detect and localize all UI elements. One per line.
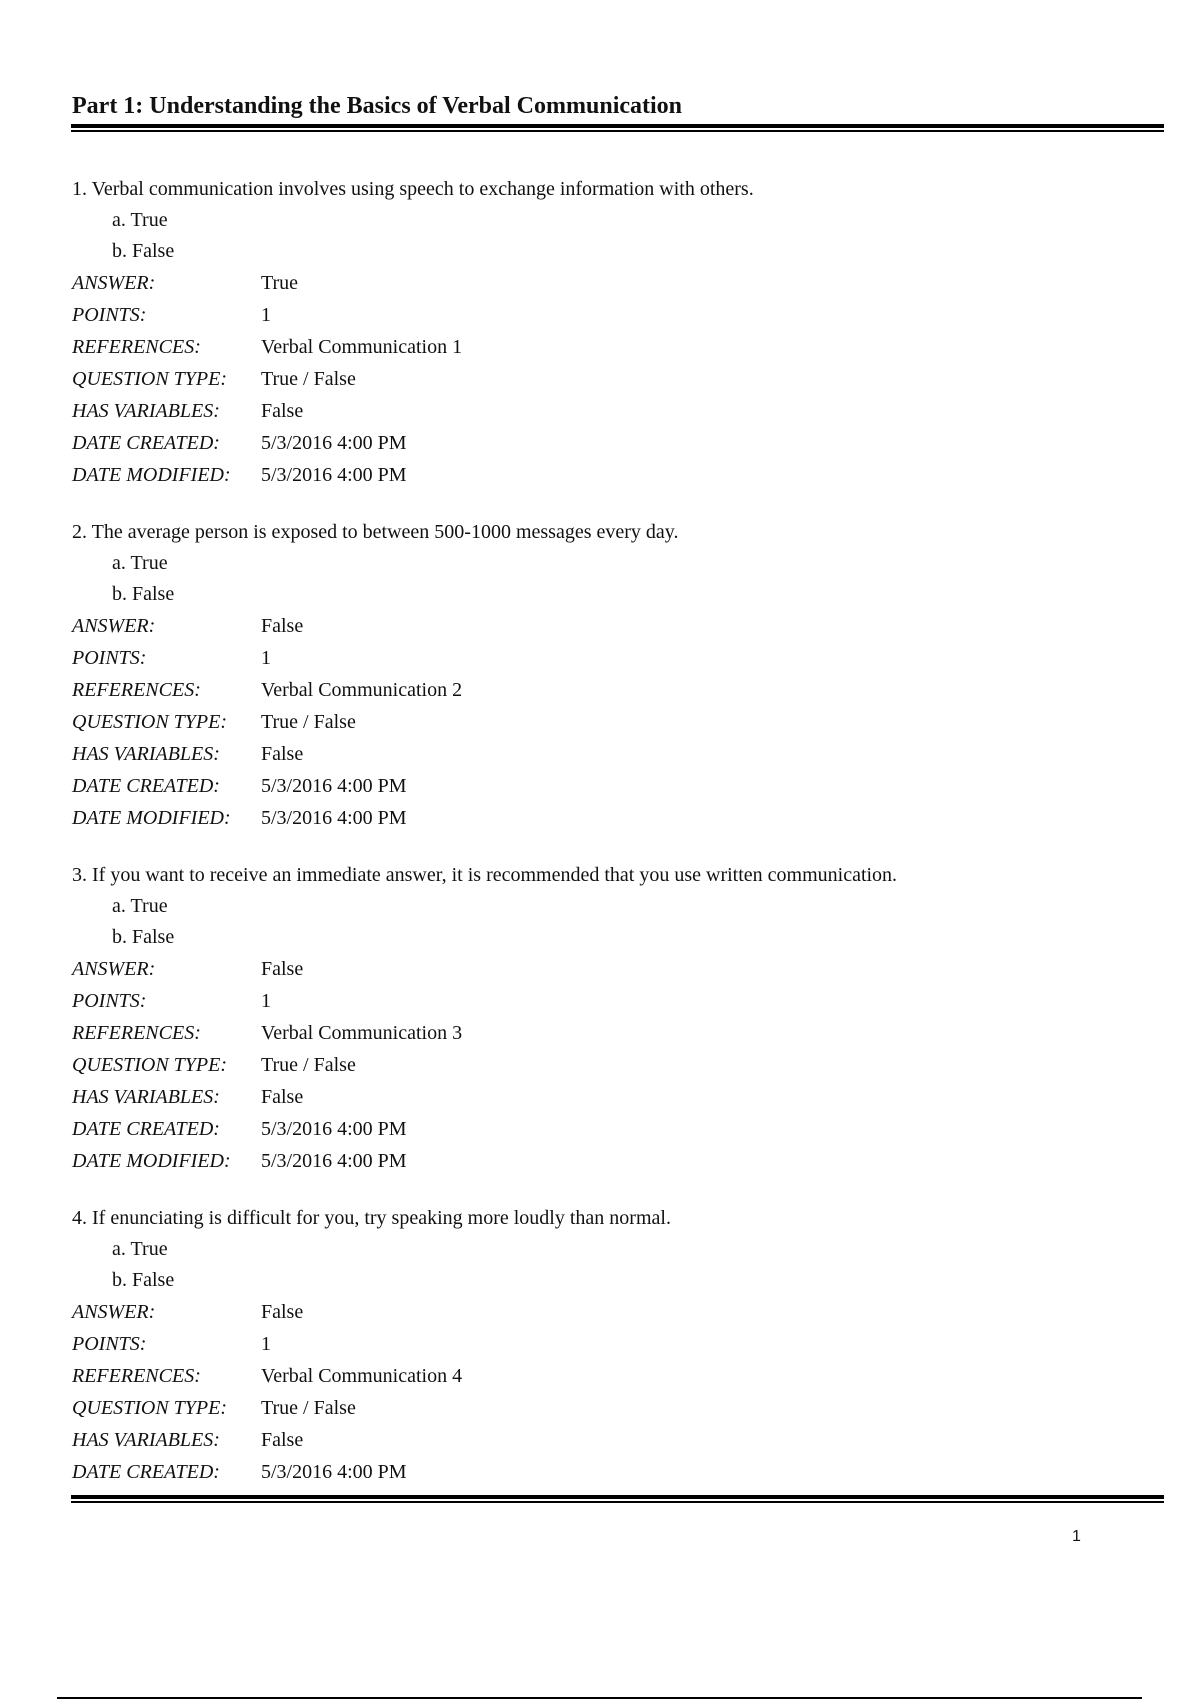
date-modified-value: 5/3/2016 4:00 PM [261, 464, 407, 486]
option-true: a. True [112, 209, 168, 231]
has-variables-label: HAS VARIABLES: [72, 400, 220, 422]
option-true: a. True [112, 552, 168, 574]
answer-row [72, 1296, 1162, 1328]
question-type-value: True / False [261, 1054, 356, 1076]
points-value: 1 [261, 647, 271, 669]
has-variables-value: False [261, 743, 304, 765]
question-item [72, 1202, 1162, 1488]
has-variables-value: False [261, 1086, 304, 1108]
date-modified-value: 5/3/2016 4:00 PM [261, 807, 407, 829]
answer-label: ANSWER: [72, 272, 156, 294]
option-true: a. True [112, 895, 168, 917]
option-false: b. False [112, 240, 175, 262]
question-type-row [72, 363, 1162, 395]
references-label: REFERENCES: [72, 336, 201, 358]
question-text: 4. If enunciating is difficult for you, try speaking more loudly than normal. [72, 1207, 671, 1229]
date-modified-row [72, 1145, 1162, 1177]
answer-value: True [261, 272, 299, 294]
question-type-label: QUESTION TYPE: [72, 368, 228, 390]
has-variables-label: HAS VARIABLES: [72, 1429, 220, 1451]
question-text: 3. If you want to receive an immediate answer, it is recommended that you use written communication. [72, 864, 898, 886]
references-value: Verbal Communication 2 [261, 679, 463, 701]
footer-double-rule [71, 1495, 1164, 1503]
points-row [72, 642, 1162, 674]
points-row [72, 299, 1162, 331]
references-value: Verbal Communication 3 [261, 1022, 463, 1044]
answer-value: False [261, 615, 304, 637]
date-created-value: 5/3/2016 4:00 PM [261, 432, 407, 454]
question-text: 1. Verbal communication involves using speech to exchange information with others. [72, 178, 754, 200]
has-variables-row [72, 1081, 1162, 1113]
question-type-label: QUESTION TYPE: [72, 1054, 228, 1076]
has-variables-value: False [261, 400, 304, 422]
date-created-value: 5/3/2016 4:00 PM [261, 1118, 407, 1140]
date-created-row [72, 770, 1162, 802]
option-false: b. False [112, 583, 175, 605]
question-type-label: QUESTION TYPE: [72, 1397, 228, 1419]
date-created-label: DATE CREATED: [72, 1118, 220, 1140]
question-type-row [72, 1049, 1162, 1081]
date-created-value: 5/3/2016 4:00 PM [261, 1461, 407, 1483]
references-label: REFERENCES: [72, 679, 201, 701]
date-modified-row [72, 802, 1162, 834]
option-false: b. False [112, 926, 175, 948]
references-row [72, 331, 1162, 363]
question-text: 2. The average person is exposed to between 500-1000 messages every day. [72, 521, 679, 543]
page-number: 1 [1072, 1528, 1081, 1545]
date-modified-value: 5/3/2016 4:00 PM [261, 1150, 407, 1172]
header-double-rule [71, 124, 1164, 132]
answer-label: ANSWER: [72, 615, 156, 637]
option-false: b. False [112, 1269, 175, 1291]
answer-label: ANSWER: [72, 958, 156, 980]
question-type-value: True / False [261, 1397, 356, 1419]
date-created-row [72, 427, 1162, 459]
date-created-row [72, 1113, 1162, 1145]
has-variables-value: False [261, 1429, 304, 1451]
points-value: 1 [261, 304, 271, 326]
question-type-row [72, 1392, 1162, 1424]
references-value: Verbal Communication 1 [261, 336, 463, 358]
points-row [72, 1328, 1162, 1360]
points-value: 1 [261, 990, 271, 1012]
date-modified-label: DATE MODIFIED: [72, 464, 231, 486]
page-title: Part 1: Understanding the Basics of Verbal Communication [72, 93, 683, 119]
references-label: REFERENCES: [72, 1365, 201, 1387]
references-row [72, 674, 1162, 706]
date-created-label: DATE CREATED: [72, 432, 220, 454]
question-type-value: True / False [261, 711, 356, 733]
points-label: POINTS: [72, 647, 147, 669]
has-variables-row [72, 1424, 1162, 1456]
option-true: a. True [112, 1238, 168, 1260]
references-row [72, 1017, 1162, 1049]
references-value: Verbal Communication 4 [261, 1365, 463, 1387]
answer-options [72, 548, 1162, 610]
question-list [72, 173, 1162, 1513]
date-created-row [72, 1456, 1162, 1488]
has-variables-row [72, 738, 1162, 770]
points-row [72, 985, 1162, 1017]
date-modified-label: DATE MODIFIED: [72, 807, 231, 829]
points-value: 1 [261, 1333, 271, 1355]
answer-row [72, 610, 1162, 642]
date-modified-label: DATE MODIFIED: [72, 1150, 231, 1172]
points-label: POINTS: [72, 990, 147, 1012]
answer-options [72, 205, 1162, 267]
has-variables-row [72, 395, 1162, 427]
question-type-value: True / False [261, 368, 356, 390]
answer-value: False [261, 958, 304, 980]
answer-label: ANSWER: [72, 1301, 156, 1323]
question-item [72, 516, 1162, 834]
date-modified-row [72, 459, 1162, 491]
answer-options [72, 1234, 1162, 1296]
answer-value: False [261, 1301, 304, 1323]
answer-row [72, 267, 1162, 299]
question-item [72, 859, 1162, 1177]
page-bottom-line [57, 1697, 1142, 1699]
points-label: POINTS: [72, 1333, 147, 1355]
references-label: REFERENCES: [72, 1022, 201, 1044]
references-row [72, 1360, 1162, 1392]
points-label: POINTS: [72, 304, 147, 326]
answer-options [72, 891, 1162, 953]
question-type-row [72, 706, 1162, 738]
question-item [72, 173, 1162, 491]
date-created-label: DATE CREATED: [72, 1461, 220, 1483]
question-type-label: QUESTION TYPE: [72, 711, 228, 733]
date-created-label: DATE CREATED: [72, 775, 220, 797]
answer-row [72, 953, 1162, 985]
has-variables-label: HAS VARIABLES: [72, 743, 220, 765]
date-created-value: 5/3/2016 4:00 PM [261, 775, 407, 797]
has-variables-label: HAS VARIABLES: [72, 1086, 220, 1108]
